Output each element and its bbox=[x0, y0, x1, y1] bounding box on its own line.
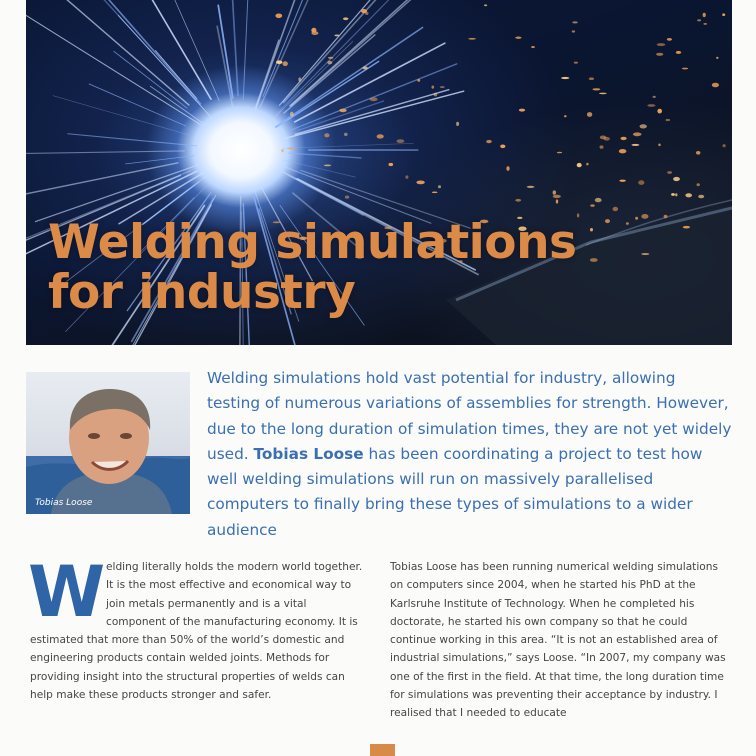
spark-ray bbox=[68, 134, 196, 146]
spark-dot bbox=[434, 93, 438, 97]
spark-dot bbox=[440, 86, 445, 88]
body-text-right: Tobias Loose has been running numerical welding simulations on computers since 2004, when he started his PhD at the Karlsruhe Institute of Technology. When he completed his doctorate, he started his own company so that he could continue working in this area. “It is not an established area of industrial simulations,” says Loose. “In 2007, my company was one of the first in the field. At that time, the long duration time for simulations was preventing their acceptance by industry. I realised that I needed to educate bbox=[390, 561, 726, 720]
spark-dot bbox=[564, 115, 567, 117]
page-number-tab bbox=[370, 744, 395, 756]
spark-dot bbox=[290, 112, 294, 117]
spark-dot bbox=[468, 38, 476, 40]
spark-dot bbox=[656, 53, 663, 56]
spark-ray bbox=[217, 26, 232, 106]
spark-dot bbox=[723, 144, 726, 147]
spark-dot bbox=[676, 51, 681, 54]
spark-dot bbox=[621, 137, 627, 140]
spark-dot bbox=[334, 35, 339, 37]
spark-dot bbox=[675, 193, 677, 196]
spark-dot bbox=[683, 226, 690, 229]
spark-dot bbox=[515, 37, 521, 39]
spark-ray bbox=[126, 156, 195, 164]
spark-dot bbox=[633, 132, 642, 136]
spark-dot bbox=[592, 88, 600, 90]
spark-dot bbox=[438, 185, 441, 188]
spark-dot bbox=[527, 186, 535, 188]
spark-dot bbox=[405, 175, 408, 178]
spark-dot bbox=[667, 171, 672, 174]
spark-dot bbox=[653, 96, 656, 98]
spark-dot bbox=[590, 204, 594, 206]
spark-dot bbox=[553, 190, 556, 194]
spark-dot bbox=[658, 144, 660, 147]
spark-dot bbox=[298, 77, 301, 81]
spark-dot bbox=[572, 30, 575, 32]
spark-dot bbox=[363, 66, 368, 69]
spark-ray bbox=[132, 0, 219, 101]
spark-dot bbox=[345, 196, 349, 199]
spark-dot bbox=[635, 217, 638, 220]
spark-dot bbox=[577, 163, 582, 167]
spark-dot bbox=[605, 219, 610, 223]
spark-dot bbox=[519, 109, 525, 112]
spark-dot bbox=[283, 61, 288, 66]
spark-dot bbox=[339, 109, 346, 113]
spark-dot bbox=[673, 177, 680, 181]
spark-dot bbox=[712, 83, 719, 88]
spark-dot bbox=[631, 144, 639, 146]
spark-dot bbox=[641, 253, 649, 255]
spark-ray bbox=[243, 0, 251, 99]
spark-dot bbox=[641, 214, 648, 219]
spark-dot bbox=[647, 104, 655, 107]
article-column-left bbox=[28, 551, 366, 704]
spark-dot bbox=[698, 195, 704, 199]
spark-ray bbox=[44, 0, 189, 105]
spark-dot bbox=[587, 112, 592, 117]
spark-dot bbox=[667, 38, 672, 41]
spark-dot bbox=[432, 192, 438, 194]
spark-dot bbox=[370, 97, 378, 101]
spark-dot bbox=[416, 181, 424, 185]
spark-dot bbox=[484, 4, 487, 6]
eye-right bbox=[120, 433, 132, 439]
standfirst-text-2: has been coordinating a project to test how well welding simulations will run on massively parallelised computers to finally bring these types of simulations to a wider audience bbox=[207, 444, 703, 539]
portrait-illustration bbox=[26, 372, 190, 514]
spark-ray bbox=[283, 143, 413, 148]
spark-dot bbox=[626, 222, 629, 225]
spark-dot bbox=[657, 43, 666, 46]
spark-dot bbox=[613, 207, 619, 211]
spark-dot bbox=[664, 215, 668, 218]
spark-dot bbox=[619, 180, 625, 182]
spark-dot bbox=[600, 145, 604, 148]
spark-dot bbox=[590, 258, 598, 262]
spark-dot bbox=[685, 193, 692, 197]
spark-dot bbox=[327, 61, 332, 65]
spark-ray bbox=[218, 5, 233, 98]
spark-ray bbox=[263, 0, 334, 97]
standfirst bbox=[207, 366, 732, 543]
spark-dot bbox=[328, 57, 333, 59]
spark-dot bbox=[577, 213, 579, 217]
spark-dot bbox=[638, 180, 644, 185]
spark-ray bbox=[53, 96, 191, 136]
spark-dot bbox=[281, 149, 283, 152]
spark-dot bbox=[500, 145, 505, 149]
title-line-1: Welding simulations bbox=[48, 215, 577, 270]
spark-ray bbox=[275, 27, 422, 126]
spark-ray bbox=[260, 0, 310, 107]
spark-dot bbox=[586, 163, 588, 166]
spark-dot bbox=[595, 198, 602, 202]
spark-dot bbox=[703, 13, 706, 17]
drop-cap bbox=[28, 551, 106, 633]
spark-ray bbox=[51, 0, 197, 101]
spark-dot bbox=[561, 77, 569, 79]
spark-dot bbox=[697, 183, 700, 186]
spark-dot bbox=[515, 199, 521, 202]
spark-ray bbox=[150, 86, 205, 125]
spark-ray bbox=[35, 165, 198, 222]
spark-dot bbox=[506, 166, 509, 171]
drop-cap-letter: W bbox=[28, 551, 106, 633]
spark-dot bbox=[287, 148, 295, 150]
spark-dot bbox=[324, 133, 329, 137]
spark-dot bbox=[344, 133, 348, 136]
spark-dot bbox=[432, 86, 435, 89]
spark-dot bbox=[417, 79, 420, 82]
spark-dot bbox=[696, 151, 700, 155]
spark-dot bbox=[600, 136, 606, 140]
spark-dot bbox=[572, 21, 577, 23]
spark-dot bbox=[275, 14, 282, 19]
spark-dot bbox=[343, 17, 348, 20]
spark-dot bbox=[722, 13, 725, 16]
spark-ray bbox=[289, 64, 457, 131]
spark-dot bbox=[716, 57, 718, 59]
spark-dot bbox=[556, 199, 558, 203]
standfirst-name: Tobias Loose bbox=[253, 444, 364, 463]
spark-dot bbox=[682, 68, 688, 70]
spark-ray bbox=[26, 12, 201, 125]
spark-dot bbox=[389, 163, 394, 166]
spark-dot bbox=[456, 122, 459, 126]
spark-dot bbox=[365, 12, 368, 15]
spark-dot bbox=[640, 124, 647, 128]
spark-dot bbox=[557, 152, 562, 154]
spark-dot bbox=[531, 46, 535, 48]
photo-caption: Tobias Loose bbox=[35, 498, 93, 508]
spark-ray bbox=[295, 90, 449, 135]
spark-ray bbox=[155, 51, 196, 99]
spark-dot bbox=[377, 134, 384, 138]
article-column-right bbox=[390, 558, 732, 723]
spark-dot bbox=[657, 109, 662, 114]
title-line-2: for industry bbox=[48, 265, 356, 320]
body-text-left: elding literally holds the modern world together. It is the most effective and economical way to join metals permanently and is a vital component of the manufacturing economy. It is estimated that more than 50% of the world’s domestic and engineering products contain welded joints. Methods for providing insight into the structural properties of welds can help make these products stronger and safer. bbox=[30, 561, 363, 702]
spark-dot bbox=[697, 19, 701, 21]
standfirst-text-1: Welding simulations hold vast potential for industry, allowing testing of numerous variations of assemblies for strength. However, due to the long duration of simulation times, they are not yet widely used. bbox=[207, 369, 732, 463]
spark-dot bbox=[486, 140, 492, 143]
spark-dot bbox=[599, 93, 607, 95]
spark-ray bbox=[275, 0, 399, 116]
portrait-photo bbox=[26, 372, 190, 514]
spark-dot bbox=[397, 139, 405, 143]
spark-dot bbox=[311, 28, 316, 33]
spark-dot bbox=[589, 77, 594, 80]
spark-dot bbox=[703, 23, 707, 25]
spark-ray bbox=[290, 0, 460, 106]
spark-dot bbox=[619, 149, 627, 153]
spark-dot bbox=[590, 228, 593, 231]
spark-ray bbox=[288, 153, 361, 158]
spark-dot bbox=[574, 62, 578, 64]
spark-ray bbox=[284, 160, 356, 177]
spark-dot bbox=[553, 195, 561, 198]
article-title bbox=[48, 215, 577, 320]
spark-ray bbox=[26, 151, 184, 154]
spark-dot bbox=[671, 193, 675, 196]
spark-ray bbox=[26, 163, 178, 200]
spark-dot bbox=[324, 165, 331, 167]
hero-image bbox=[26, 0, 732, 345]
eye-left bbox=[88, 433, 100, 439]
spark-dot bbox=[276, 60, 282, 64]
spark-dot bbox=[666, 119, 671, 121]
